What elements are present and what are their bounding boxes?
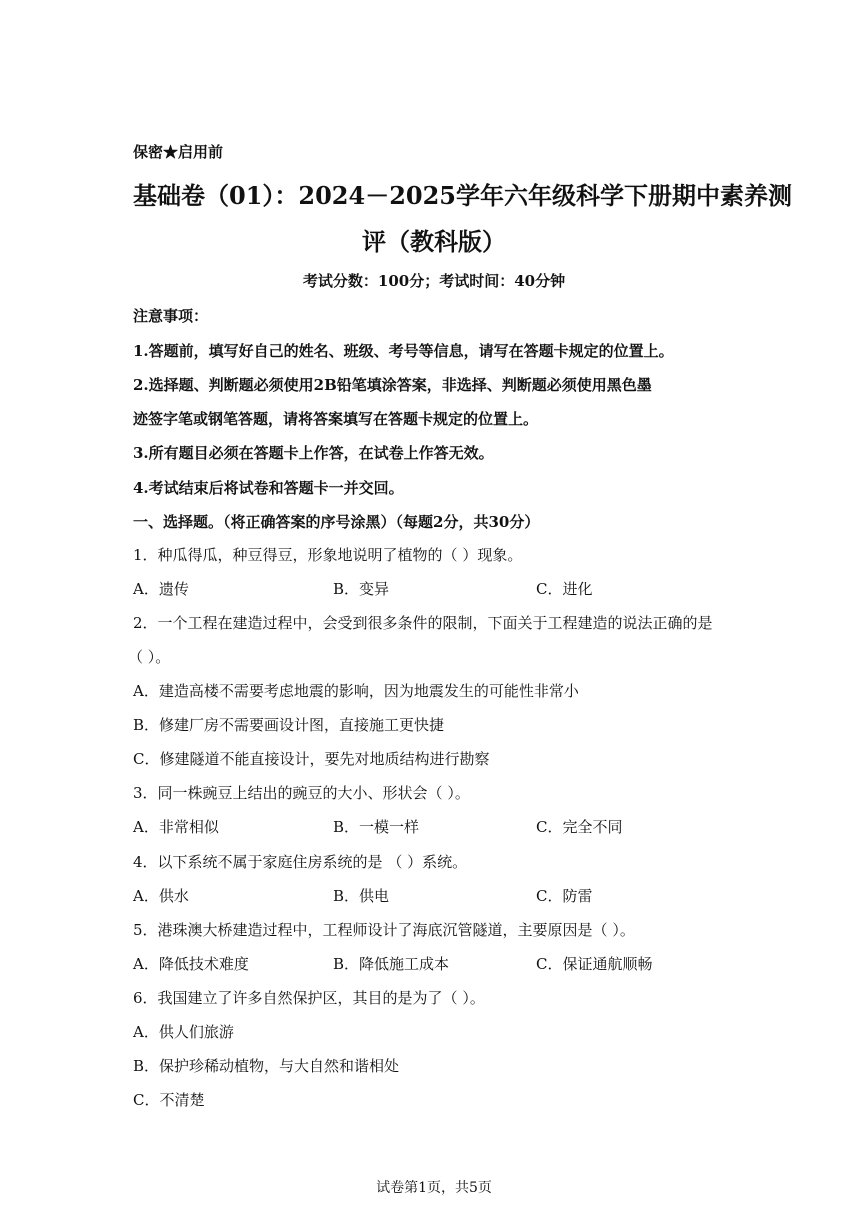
question-2-option-a: A．建造高楼不需要考虑地震的影响，因为地震发生的可能性非常小 xyxy=(133,682,579,700)
question-2-option-c: C．修建隧道不能直接设计，要先对地质结构进行勘察 xyxy=(133,750,490,768)
page-footer: 试卷第1页，共5页 xyxy=(376,1180,492,1196)
notes-heading: 注意事项： xyxy=(133,307,209,325)
question-2-stem-line2: （ ）。 xyxy=(128,648,171,666)
question-5-option-b: B．降低施工成本 xyxy=(333,955,450,973)
question-3-stem: 3．同一株豌豆上结出的豌豆的大小、形状会（ ）。 xyxy=(133,784,470,802)
question-5-option-c: C．保证通航顺畅 xyxy=(536,955,653,973)
note-item-4: 4.考试结束后将试卷和答题卡一并交回。 xyxy=(133,479,404,497)
question-5-stem: 5．港珠澳大桥建造过程中，工程师设计了海底沉管隧道，主要原因是（ ）。 xyxy=(133,921,635,939)
section-heading: 一、选择题。（将正确答案的序号涂黑）（每题2分，共30分） xyxy=(133,513,540,531)
confidential-label: 保密★启用前 xyxy=(133,143,224,161)
question-1-option-c: C．进化 xyxy=(536,580,593,598)
page-title-line1: 基础卷（01）：2024－2025学年六年级科学下册期中素养测 xyxy=(133,181,792,210)
question-3-option-c: C．完全不同 xyxy=(536,818,623,836)
note-item-1: 1.答题前，填写好自己的姓名、班级、考号等信息，请写在答题卡规定的位置上。 xyxy=(133,342,674,360)
question-1-option-a: A．遗传 xyxy=(133,580,189,598)
note-item-2-line1: 2.选择题、判断题必须使用2B铅笔填涂答案，非选择、判断题必须使用黑色墨 xyxy=(133,376,652,394)
question-4-option-c: C．防雷 xyxy=(536,887,593,905)
question-5-option-a: A．降低技术难度 xyxy=(133,955,249,973)
question-1-stem: 1．种瓜得瓜，种豆得豆，形象地说明了植物的（ ）现象。 xyxy=(133,546,523,564)
question-6-stem: 6．我国建立了许多自然保护区，其目的是为了（ ）。 xyxy=(133,989,485,1007)
question-3-option-a: A．非常相似 xyxy=(133,818,219,836)
question-4-option-a: A．供水 xyxy=(133,887,189,905)
note-item-3: 3.所有题目必须在答题卡上作答，在试卷上作答无效。 xyxy=(133,444,494,462)
question-4-option-b: B．供电 xyxy=(333,887,390,905)
question-6-option-b: B．保护珍稀动植物，与大自然和谐相处 xyxy=(133,1057,400,1075)
question-4-stem: 4．以下系统不属于家庭住房系统的是 （ ）系统。 xyxy=(133,853,468,871)
question-2-stem-line1: 2．一个工程在建造过程中，会受到很多条件的限制，下面关于工程建造的说法正确的是 xyxy=(133,614,713,632)
question-6-option-a: A．供人们旅游 xyxy=(133,1023,234,1041)
note-item-2-line2: 迹签字笔或钢笔答题，请将答案填写在答题卡规定的位置上。 xyxy=(133,410,539,428)
question-6-option-c: C．不清楚 xyxy=(133,1091,205,1109)
exam-info: 考试分数：100分；考试时间：40分钟 xyxy=(302,272,566,290)
question-1-option-b: B．变异 xyxy=(333,580,390,598)
page-title-line2: 评（教科版） xyxy=(362,227,506,256)
question-2-option-b: B．修建厂房不需要画设计图，直接施工更快捷 xyxy=(133,716,445,734)
question-3-option-b: B．一模一样 xyxy=(333,818,420,836)
